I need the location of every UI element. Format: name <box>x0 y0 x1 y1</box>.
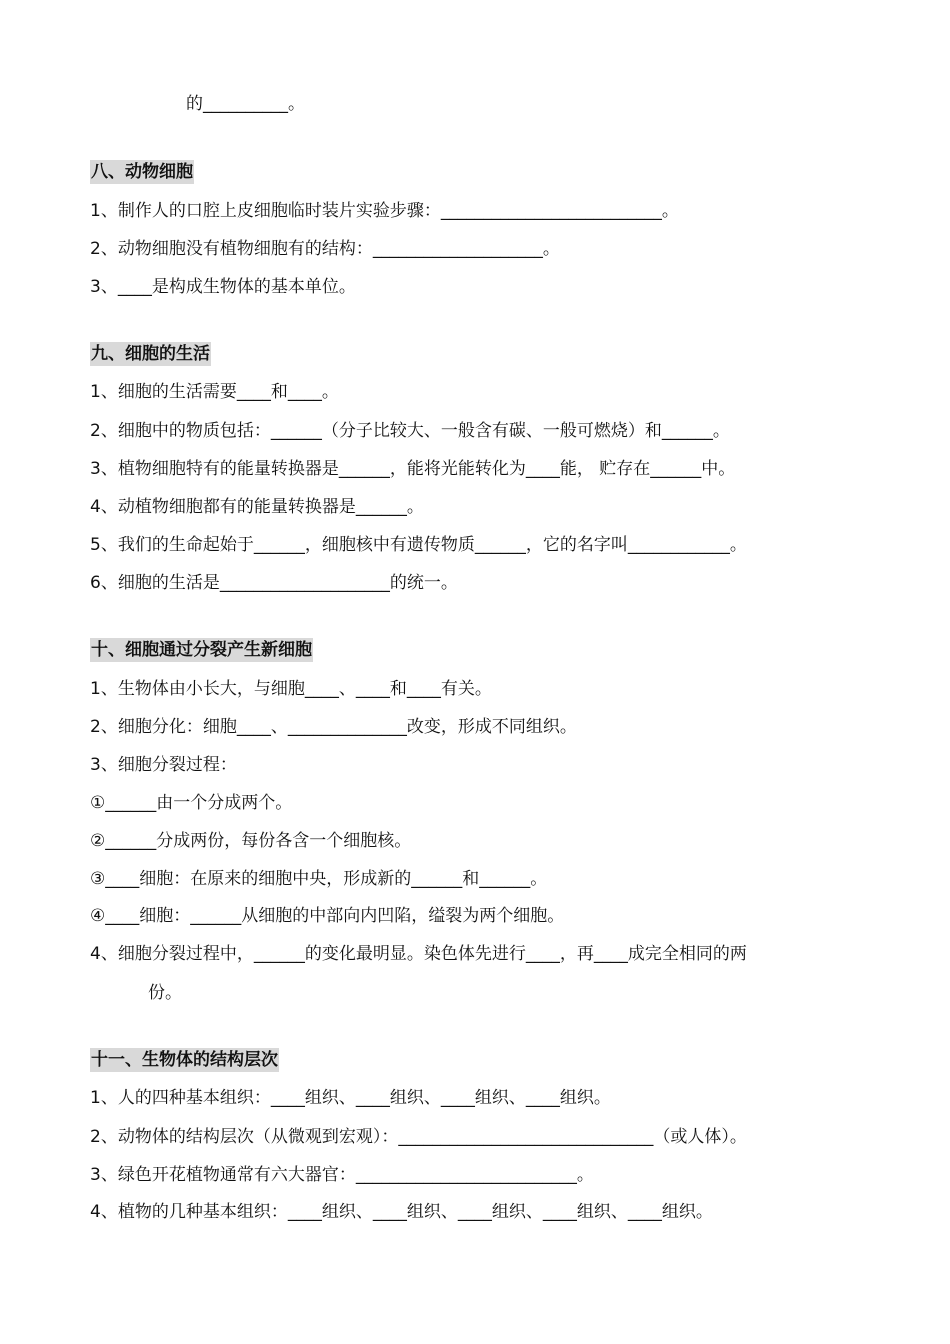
question-line: 2、细胞分化：细胞____、______________改变，形成不同组织。 <box>90 717 577 737</box>
question-line: 4、细胞分裂过程中，______的变化最明显。染色体先进行____，再____成完全相同的两 <box>90 944 747 964</box>
question-line: 6、细胞的生活是____________________的统一。 <box>90 573 458 593</box>
question-line: 4、动植物细胞都有的能量转换器是______。 <box>90 497 424 517</box>
question-line: 2、动物体的结构层次（从微观到宏观）：______________________________（或人体）。 <box>90 1127 747 1147</box>
section-heading-cell-division: 十、细胞通过分裂产生新细胞 <box>91 640 312 660</box>
section-heading-cell-life: 九、细胞的生活 <box>91 344 210 364</box>
question-line: ④____细胞：______从细胞的中部向内凹陷，缢裂为两个细胞。 <box>90 906 565 926</box>
question-line: 5、我们的生命起始于______，细胞核中有遗传物质______，它的名字叫____________。 <box>90 535 747 555</box>
question-line: 4、植物的几种基本组织：____组织、____组织、____组织、____组织、____组织。 <box>90 1202 713 1222</box>
question-line: 2、细胞中的物质包括：______（分子比较大、一般含有碳、一般可燃烧）和______。 <box>90 421 730 441</box>
section-heading-animal-cell: 八、动物细胞 <box>91 162 193 182</box>
question-line: 1、细胞的生活需要____和____。 <box>90 382 339 402</box>
question-line: 1、生物体由小长大，与细胞____、____和____有关。 <box>90 679 492 699</box>
section-heading-structure-levels: 十一、生物体的结构层次 <box>91 1050 278 1070</box>
question-line: ①______由一个分成两个。 <box>90 793 293 813</box>
question-line: 2、动物细胞没有植物细胞有的结构：____________________。 <box>90 239 560 259</box>
question-line: 3、绿色开花植物通常有六大器官：__________________________。 <box>90 1165 594 1185</box>
question-line: 3、____是构成生物体的基本单位。 <box>90 277 356 297</box>
question-line: ③____细胞：在原来的细胞中央，形成新的______和______。 <box>90 869 548 889</box>
continuation-line: 的__________。 <box>186 94 305 114</box>
question-line: 3、植物细胞特有的能量转换器是______，能将光能转化为____能， 贮存在______中。 <box>90 459 736 479</box>
question-line: ②______分成两份，每份各含一个细胞核。 <box>90 831 412 851</box>
question-line-continuation: 份。 <box>148 983 182 1003</box>
question-line: 3、细胞分裂过程： <box>90 755 237 775</box>
question-line: 1、制作人的口腔上皮细胞临时装片实验步骤：__________________________。 <box>90 201 679 221</box>
question-line: 1、人的四种基本组织：____组织、____组织、____组织、____组织。 <box>90 1088 611 1108</box>
